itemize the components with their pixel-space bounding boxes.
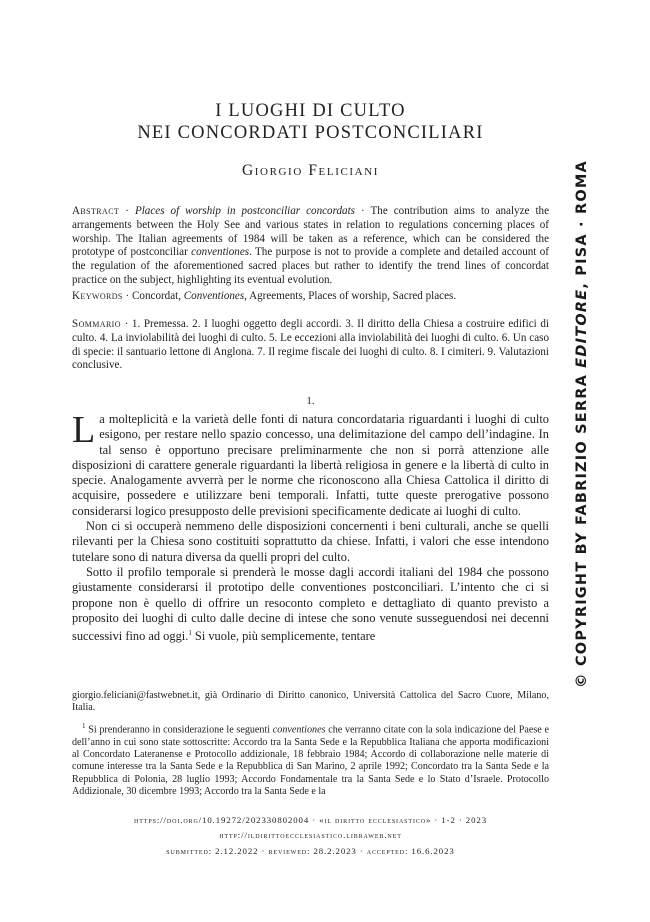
keywords-text-a: · Concordat,	[122, 290, 184, 302]
footnote-1-em: conventiones	[272, 724, 326, 736]
sommario-label: Sommario	[72, 318, 121, 330]
footnote-ref-1[interactable]: 1	[188, 629, 192, 638]
article-title	[72, 100, 549, 144]
copyright-b: , PISA · ROMA	[574, 160, 590, 289]
paragraph-3-text: Sotto il profilo temporale si prenderà le mosse dagli accordi italiani del 1984 che possono giustamente considerarsi il prototipo delle conventiones postconciliari. L’intento che ci si propone non è quello di offrire un resoconto completo e dettagliato di quanto previsto a proposito dei luoghi di culto dalle decine di intese che sono venute susseguendosi nei decenni successivi fino ad oggi.	[72, 564, 549, 644]
submission-dates: submitted: 2.12.2022 · reviewed: 28.2.2023 · accepted: 16.6.2023	[166, 846, 455, 856]
copyright-notice	[574, 160, 596, 688]
keywords-text-b: , Agreements, Places of worship, Sacred places.	[244, 290, 457, 302]
body-text	[72, 409, 549, 645]
keywords-label: Keywords	[72, 290, 123, 302]
journal-url[interactable]: http://ildirittoecclesiastico.libraweb.net	[219, 830, 402, 840]
footnote-1-text-b: che verranno citate con la sola indicazione del Paese e dell’anno in cui sono state sottoscritte: Accordo tra la Santa Sede e la Repubblica Italiana che apporta modificazioni al Concordato Lateranense e Protocollo addizionale, 18 febbraio 1984; Accordo di collaborazione nelle materie di comune interesse tra la Santa Sede e la Repubblica di San Marino, 2 aprile 1992; Concordato tra la Santa Sede e la Repubblica di Polonia, 28 luglio 1993; Accordo Fondamentale tra la Santa Sede e lo Stato d’Israele. Protocollo Addizionale, 30 dicembre 1993; Accordo tra la Santa Sede e la	[72, 724, 549, 798]
abstract-text-em: conventiones	[191, 246, 250, 259]
footnote-1-text-a: Si prenderanno in considerazione le seguenti	[85, 724, 273, 736]
paragraph-1-text: a molteplicità e la varietà delle fonti di natura concordataria riguardanti i luoghi di culto esigono, per restare nello spazio concesso, una delimitazione del campo dell’indagine. In tal senso è opportuno precisare preliminarmente che non si porrà attenzione alle disposizioni di carattere generale riguardanti la libertà religiosa in genere e la libertà di culto in specie. Analogamente avverrà per le norme che riconoscono alla Chiesa Cattolica il diritto di acquisire, possedere e utilizzare beni temporali. Infatti, tutte queste prerogative possono considerarsi logico presupposto delle previsioni specificamente dedicate ai luoghi di culto.	[72, 412, 549, 518]
copyright-a: © COPYRIGHT BY FABRIZIO SERRA	[574, 367, 590, 688]
title-line-2: NEI CONCORDATI POSTCONCILIARI	[137, 123, 484, 143]
section-number: 1.	[306, 395, 315, 407]
doi-line[interactable]: https://doi.org/10.19272/202330802004 · «il diritto ecclesiastico» · 1-2 · 2023	[133, 815, 487, 825]
paragraph-3-end: Si vuole, più semplicemente, tentare	[191, 629, 376, 644]
abstract-english-title: Places of worship in postconciliar concordats	[134, 205, 355, 217]
footnote-1	[72, 720, 549, 799]
drop-cap: L	[72, 409, 96, 451]
author-affiliation-note: giorgio.feliciani@fastwebnet.it, già Ordinario di Diritto canonico, Università Cattolica del Sacro Cuore, Milano, Italia.	[72, 690, 549, 714]
sommario-text: · 1. Premessa. 2. I luoghi oggetto degli accordi. 3. Il diritto della Chiesa a costruire edifici di culto. 4. La inviolabilità dei luoghi di culto. 5. Le eccezioni alla inviolabilità dei luoghi di culto. 6. Un caso di specie: il santuario lettone di Anglona. 7. Il regime fiscale dei luoghi di culto. 8. I cimiteri. 9. Valutazioni conclusive.	[72, 318, 549, 372]
footnote-1-number: 1	[82, 721, 86, 730]
paragraph-3	[72, 565, 549, 645]
keywords	[72, 290, 549, 304]
author-name: Giorgio Feliciani	[241, 162, 380, 179]
paragraph-2: Non ci si occuperà nemmeno delle disposizioni concernenti i beni culturali, anche se quelli rilevanti per la Chiesa sono costituiti soprattutto da chiese. Infatti, i valori che esse intendono tutelare sono di natura diversa da quelli propri del culto.	[72, 519, 549, 564]
keywords-text-em: Conventiones	[183, 290, 245, 302]
footnotes	[72, 690, 549, 804]
abstract-text-a: · The contribution aims to analyze the arrangements between the Holy See and various states in relation to regulations concerning places of worship. The Italian agreements of 1984 will be taken as a reference, which can be considered the prototype of postconciliar	[72, 205, 550, 259]
abstract-sep: ·	[119, 205, 135, 217]
abstract	[72, 205, 549, 288]
paragraph-1	[72, 409, 549, 519]
table-of-contents	[72, 318, 549, 373]
copyright-em: EDITORE	[574, 288, 590, 368]
abstract-label: Abstract	[72, 205, 120, 217]
title-line-1: I LUOGHI DI CULTO	[215, 101, 406, 121]
abstract-text-b: . The purpose is not to provide a complete and detailed account of the regulation of the aforementioned sacred places but rather to identify the trend lines of concordat practice on the subject, highlighting its eventual evolution.	[72, 246, 549, 286]
